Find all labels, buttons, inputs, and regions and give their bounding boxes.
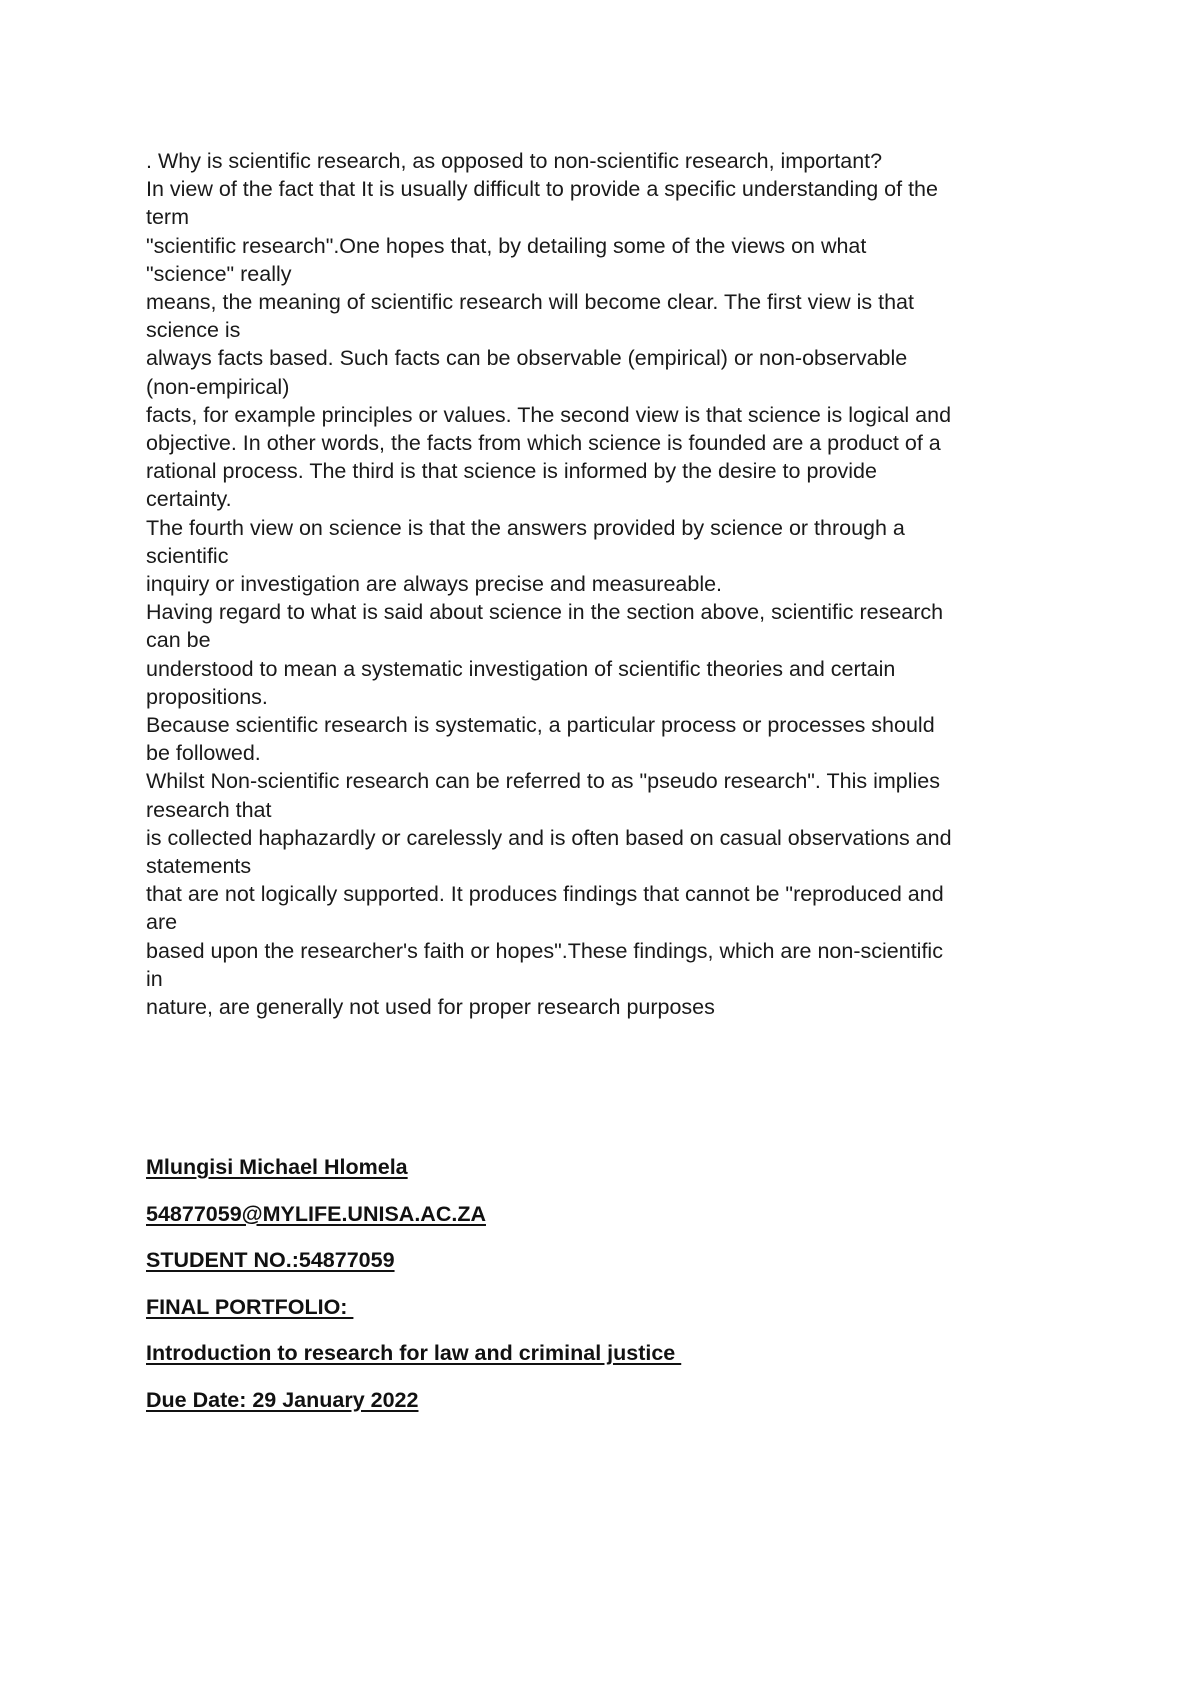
signature-block xyxy=(146,1153,1046,1432)
course-title: Introduction to research for law and criminal justice xyxy=(146,1341,682,1365)
text-line: can be xyxy=(146,628,211,653)
text-line: research that xyxy=(146,797,272,822)
text-line: nature, are generally not used for proper research purposes xyxy=(146,995,715,1020)
text-line: inquiry or investigation are always precise and measureable. xyxy=(146,572,723,597)
text-line: that are not logically supported. It produces findings that cannot be "reproduced and xyxy=(146,882,944,907)
text-line: rational process. The third is that science is informed by the desire to provide xyxy=(146,459,877,484)
text-line: is collected haphazardly or carelessly and is often based on casual observations and xyxy=(146,825,952,850)
text-line: . Why is scientific research, as opposed to non-scientific research, important? xyxy=(146,149,883,173)
text-line: statements xyxy=(146,854,252,879)
text-line: Whilst Non-scientific research can be referred to as "pseudo research". This implies xyxy=(146,769,940,794)
text-line: are xyxy=(146,910,178,935)
text-line: scientific xyxy=(146,543,229,568)
text-line: Because scientific research is systematic, a particular process or processes should xyxy=(146,713,935,738)
text-line: facts, for example principles or values. The second view is that science is logical and xyxy=(146,402,952,427)
text-line: in xyxy=(146,966,163,991)
due-date: Due Date: 29 January 2022 xyxy=(146,1387,419,1412)
text-line: "science" really xyxy=(146,261,292,286)
text-line: In view of the fact that It is usually difficult to provide a specific understanding of the xyxy=(146,177,938,202)
text-line: means, the meaning of scientific research will become clear. The first view is that xyxy=(146,290,914,315)
student-number: STUDENT NO.:54877059 xyxy=(146,1248,395,1272)
body-text xyxy=(146,147,1086,1021)
text-line: The fourth view on science is that the answers provided by science or through a xyxy=(146,515,905,540)
text-line: "scientific research".One hopes that, by detailing some of the views on what xyxy=(146,233,867,258)
portfolio-title: FINAL PORTFOLIO: xyxy=(146,1294,354,1319)
text-line: certainty. xyxy=(146,487,232,512)
text-line: (non-empirical) xyxy=(146,374,290,399)
text-line: be followed. xyxy=(146,741,261,766)
text-line: based upon the researcher's faith or hopes".These findings, which are non-scientific xyxy=(146,938,943,963)
text-line: term xyxy=(146,205,189,230)
text-line: understood to mean a systematic investigation of scientific theories and certain xyxy=(146,656,896,681)
text-line: always facts based. Such facts can be observable (empirical) or non-observable xyxy=(146,346,908,371)
author-email: 54877059@MYLIFE.UNISA.AC.ZA xyxy=(146,1201,486,1226)
text-line: Having regard to what is said about science in the section above, scientific research xyxy=(146,600,944,625)
text-line: objective. In other words, the facts from which science is founded are a product of a xyxy=(146,431,941,456)
text-line: science is xyxy=(146,318,241,343)
text-line: propositions. xyxy=(146,684,268,709)
author-name: Mlungisi Michael Hlomela xyxy=(146,1155,408,1179)
